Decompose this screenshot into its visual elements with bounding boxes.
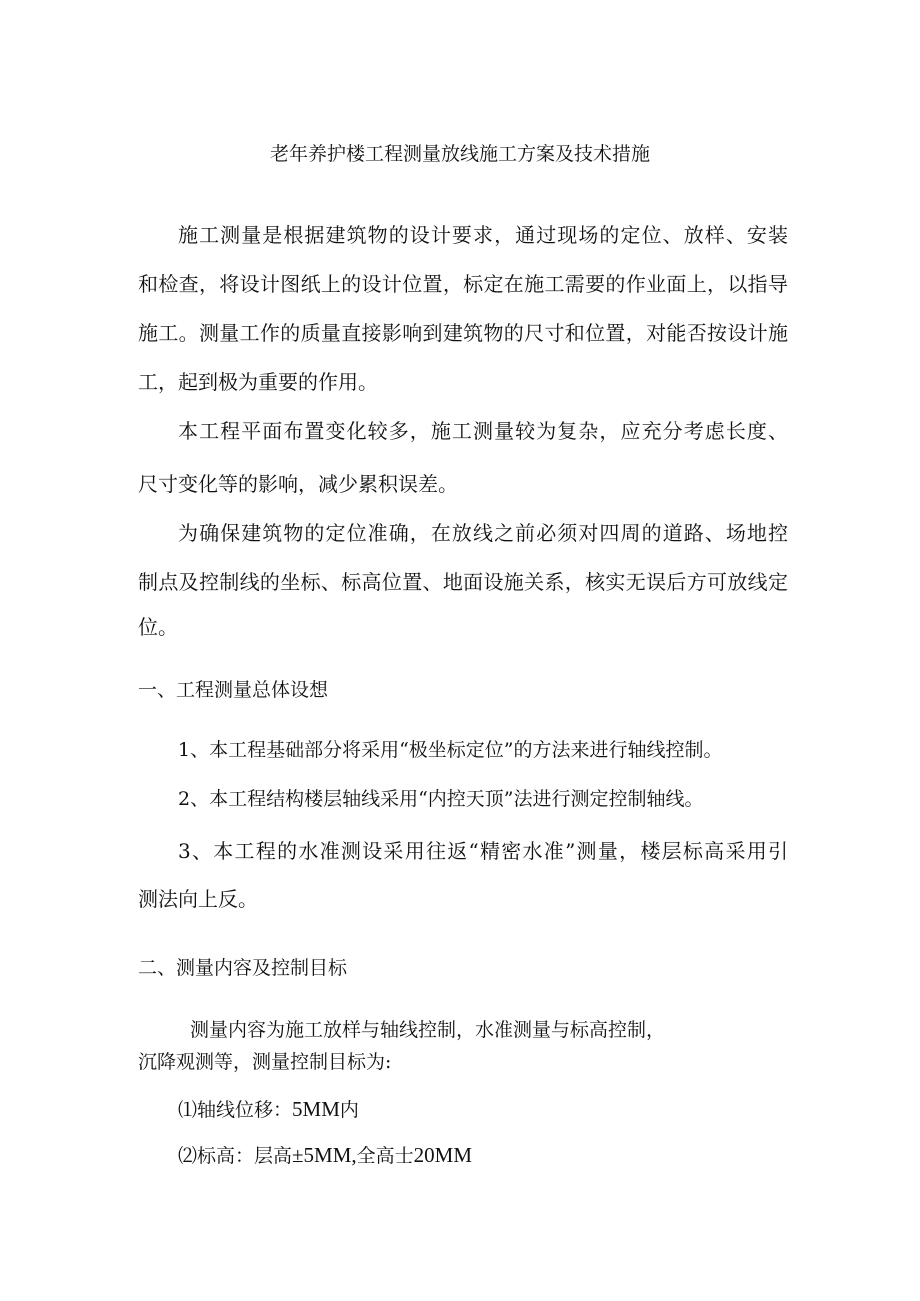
target-suffix: 内 [339,1099,359,1121]
intro-p3-line-1: 为确保建筑物的定位准确，在放线之前必须对四周的道路、场地控 [178,521,788,545]
target-axis-displacement [178,1096,359,1123]
target-label: 轴线位移： [197,1099,293,1121]
section-1-heading: 一、工程测量总体设想 [138,679,329,701]
intro-p3-line-3: 位。 [138,615,178,639]
intro-p1-line-4: 工，起到极为重要的作用。 [138,370,378,394]
section-1-item-3-continued: 测法向上反。 [138,887,258,911]
intro-p2-line-2: 尺寸变化等的影响，减少累积误差。 [138,472,458,496]
target-value: 5MM [292,1097,340,1121]
intro-p1-line-3: 施工。测量工作的质量直接影响到建筑物的尺寸和位置，对能否按设计施 [138,321,788,345]
target-label: 标高：层高 [197,1145,293,1167]
target-middle: 全高士 [356,1145,414,1167]
section-2-content-line-2: 沉降观测等，测量控制目标为: [138,1051,392,1073]
section-2-content-line-1: 测量内容为施工放样与轴线控制，水准测量与标高控制， [190,1019,666,1041]
section-2-heading: 二、测量内容及控制目标 [138,957,348,979]
section-1-item-2: 2、本工程结构楼层轴线采用“内控天顶”法进行测定控制轴线。 [178,788,704,810]
intro-p1-line-1: 施工测量是根据建筑物的设计要求，通过现场的定位、放样、安装 [178,223,788,247]
list-marker: ⑴ [178,1099,198,1121]
section-1-item-3: 3、本工程的水准测设采用往返“精密水准”测量，楼层标高采用引 [178,839,788,863]
intro-p2-line-1: 本工程平面布置变化较多，施工测量较为复杂，应充分考虑长度、 [178,419,788,443]
intro-p1-line-2: 和检查，将设计图纸上的设计位置，标定在施工需要的作业面上，以指导 [138,272,788,296]
target-value-floor: ±5MM, [292,1143,357,1167]
target-value-total: 20MM [413,1143,473,1167]
document-title: 老年养护楼工程测量放线施工方案及技术措施 [269,143,650,165]
intro-p3-line-2: 制点及控制线的坐标、标高位置、地面设施关系，核实无误后方可放线定 [138,570,788,594]
section-1-item-1: 1、本工程基础部分将采用“极坐标定位”的方法来进行轴线控制。 [178,739,723,761]
list-marker: ⑵ [178,1145,198,1167]
target-elevation [178,1142,472,1169]
